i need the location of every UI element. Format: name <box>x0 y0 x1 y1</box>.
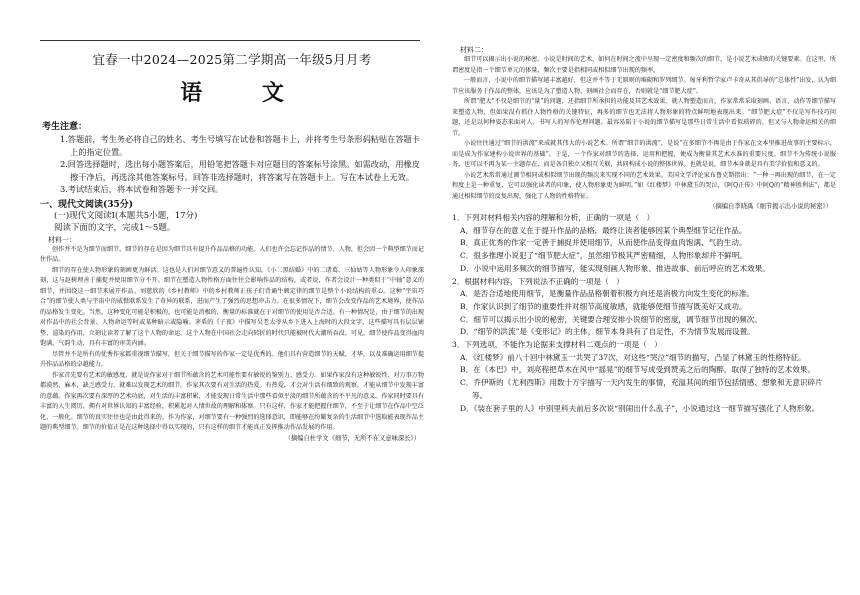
paragraph: 小说往往通过“细节的洪流”来成就其伟大的小说艺术。所谓“细节的洪流”，是说“在多细节不再是由于作家在文本里推进故事的主要标示，而是成为作家建构小说世界的基础”。于是，一个作家对细节的选择、运用和把握，便成为衡量其艺术水准的重要尺度。细节不为传统小说服务，也可以不再为某一主题存在，而是各自独立又相互关联，共同构成小说的整体世界。也就是说，细节本身就是具有美学价值和意义的。 <box>452 140 836 168</box>
answer-option: A．《红楼梦》前八十回中林黛玉一共哭了37次，对这些“哭泣”细节的描写，凸显了林黛玉的性格特征。 <box>460 352 806 362</box>
paragraph: 一般而言，小说中的细节描写越丰富越好，但这并不等于无原则的堆砌和罗列细节。匈牙利哲学家卢卡奇从其倡导的“总体性”出发，认为细节应该服务于作品的整体，应该是为了塑造人物、刻画社会而存在，否则就是“细节肥大症”。 <box>452 77 836 95</box>
answer-option: D．《装在套子里的人》中别里科夫前后多次说“别闹出什么乱子”，小说通过这一细节描写强化了人物形象。 <box>460 403 820 413</box>
answer-option: A．细节存在的意义在于提升作品的品格，最终让读者能够因某个典型细节记住作品。 <box>460 225 747 235</box>
right-column <box>452 44 836 415</box>
answer-option: D．“细节的洪流”是《变形记》的主体，细节本身具有了自足性，不为情节发展而设置。 <box>460 327 755 337</box>
paragraph: 所谓“肥大”不仅是细节的“量”的问题，还指细节所承担的功能及其艺术效果。就人物塑造而言，作家常常采取刻画、语言、动作等细节描写来塑造人物，但如果没有抓住人物性格的关键特征，再多的细节也无法将人物形象的特点鲜明地表现出来。“细节肥大症”不仅是写作技巧问题，还是以何种姿态来面对人、书写人的写作伦理问题。最容易陷于小说的细节描写是那些日常生活中看似琐碎的、但又与人物命运相关的细节。 <box>452 98 836 137</box>
source-citation: （摘编自杜学文《细节，无所不在又意味深长》） <box>284 434 420 442</box>
question-stem: 3．下列选项，不能作为论据来支撑材料二观点的一项是（ ） <box>452 340 662 350</box>
answer-option: A．是否合适地使用细节，是衡量作品品格朝着积极方向还是消极方向发生变化的标准。 <box>460 289 755 299</box>
answer-option: D．小说中运用多频次的细节描写，能实现刻画人物形象、推进故事、前后呼应的艺术效果。 <box>460 263 770 273</box>
paragraph: 创作并不是为细节而细节。细节的存在是因为细节具有提升作品品格的功能。人们也许会忘记作品的情节、人物，但会因一个典型细节而记住作品。 <box>40 245 424 263</box>
subsection-heading: (一)现代文阅读Ⅰ(本题共5小题，17分) <box>54 210 198 221</box>
exam-title: 宜春一中2024—2025第二学期高一年级5月月考 <box>92 52 372 67</box>
notes-heading: 考生注意： <box>42 122 88 132</box>
reading-instruction: 阅读下面的文字，完成1～5题。 <box>54 222 176 233</box>
material-label: 材料一： <box>48 235 76 244</box>
answer-option: B．作家认识到了细节的重要性并对细节高度敏感，就能够使细节描写既美好又成功。 <box>460 301 747 311</box>
source-citation: （摘编自李晓禹《细节揭示出小说的秘密》） <box>709 203 832 210</box>
answer-option: C．很多推理小说犯了“细节肥大症”，虽然细节极其严密精细，人物形象却并不鲜明。 <box>460 251 747 261</box>
question-stem: 2．根据材料内容，下列说法不正确的一项是（ ） <box>452 276 624 286</box>
answer-option: C．乔伊斯的《尤利西斯》用数十万字描写一天内发生的事情，充溢其间的细节包括情感、想象和无意识碎片等。 <box>460 378 823 400</box>
section-heading: 一、现代文阅读(35分) <box>40 199 134 210</box>
answer-option: B．在《本巴》中，刘亮程把草木在风中“摇晃”的细节写成受到赞美之后的陶醉，取得了独特的艺术效果。 <box>460 365 816 375</box>
paragraph: 尽管并不是所有的优秀作家都重视细节描写，但关于细节描写的作家一定是优秀的。他们具有营造细节的天赋、才华，以及准确运用细节提升作品品格的卓越能力。 <box>40 350 424 368</box>
paragraph: 细节可以揭示出小说的秘密。小说是时间的艺术，如何在时间之流中呈现一定密度和频次的细节，是小说艺术成败的关键要素。在这里，所谓密度是指一个细节单元的体量，频次主要是指相同或相似细节出现的频率。 <box>452 56 836 74</box>
paragraph: 作家首先要有艺术的敏感度，就是说作家对于细节所蕴含的艺术可能性要有敏锐的鉴别力、感受力。如果作家没有这种敏锐性，对万事万物都漠然、麻木，缺乏感受力，就难以发现艺术的细节。作家其次要有对生活的热爱。有热爱，才会对生活有细致的观察，才能从细节中发现丰富的意蕴。作家再次要有深厚的艺术功底，对生活的丰富积累，才能发现日常生活中那些看似平淡的细节所蕴含的不平凡的意义。作家同时要具有丰富的人生阅历，拥有对世界认知的丰富经验，积累起对人情世故的理解和体察。只有这样，作家才能把握住细节，不至于让细节在作品中空泛化，一般化。细节的真实往往也是由此得来的。作为作家，对细节要有一种强烈的选择意识，即能够在纷繁复杂的生活细节中选取能表现作品主题的典型细节。细节的价值正是在这种选择中得以实现的，只有这样的细节才能真正发挥推动作品发展的作用。 <box>40 371 424 431</box>
subject-title: 语 文 <box>180 80 310 106</box>
top-rule <box>40 40 420 41</box>
answer-option: C．细节可以揭示出小说的秘密，关键要合理安排小说细节的密度，调节细节出现的频次。 <box>460 314 762 324</box>
question-stem: 1．下列对材料相关内容的理解和分析，正确的一项是（ ） <box>452 213 655 222</box>
note-item: 1.答题前，考生务必将自己的姓名、考生号填写在试卷和答题卡上，并将考生号条形码粘贴在答题卡上的指定位置。 <box>60 134 420 157</box>
note-item: 2.回答选择题时，选出每小题答案后，用铅笔把答题卡对应题目的答案标号涂黑。如需改动，用橡皮擦干净后，再选涂其他答案标号。回答非选择题时，将答案写在答题卡上。写在本试卷上无效。 <box>60 159 420 182</box>
material-label: 材料二： <box>460 46 488 54</box>
paragraph: 小说艺术常常通过调节相同或相似细节出现的频次来实现不同的艺术效果。美国文学评论家布鲁克斯指出：“一种一再出现的细节，在一定程度上是一种重复，它可以强化读者的印象，使人物形象更为鲜明。”如《红楼梦》中林黛玉的哭泣，《阿Q正传》中阿Q的“精神胜利法”，都是通过相似细节的反复出现，强化了人物的性格特征。 <box>452 171 836 200</box>
left-column <box>40 44 424 444</box>
paragraph: 细节的存在使人物形象的刻画更为鲜活。这也是人们对细节意义的普遍性认知。《小二黑结婚》中的二诸葛、三仙姑等人物形象令人印象深刻，这与赵树理善于捕捉并使用细节分不开。细节在塑造人物性格方面往往会影响作品的结构，或者说，作者会设计一种类似于“中轴”意义的细节，并围绕这一细节来展开作品。刘慈欣的《乡村教师》中的乡村教师正孩子们背诵牛顿定律的细节是整个小说结构的重心。这种“宇宙巧合”的细节使人类与宇宙中的威慑联系发生了奇异的联系，进而产生了强烈的思想冲击力。在很多情况下，细节会改变作品的艺术境界，使作品的品格发生变化。当然，这种变化可能是积极的，也可能是消极的，衡量的标准就在于对细节的使用是否合适。有一种情况是，由于细节的出现对作品中的社会背景、人物命运等时或某种暗示或隐喻。茅盾的《子夜》中描写吴老太爷从乡下进入上海时的大段文字，这些描写具有层层铺垫、渲染的作用，立刻让读者了解了这个人物的命运。这个人物在中国社会走向转折的时代只能被时代大潮所吞没。可见，细节使作品变得血肉饱满、气韵生动，具有丰富的审美内涵。 <box>40 266 424 347</box>
note-item: 3.考试结束后，将本试卷和答题卡一并交回。 <box>60 184 224 194</box>
answer-option: B．真正优秀的作家一定善于捕捉并使用细节，从而使作品变得血肉饱满、气韵生动。 <box>460 238 747 248</box>
